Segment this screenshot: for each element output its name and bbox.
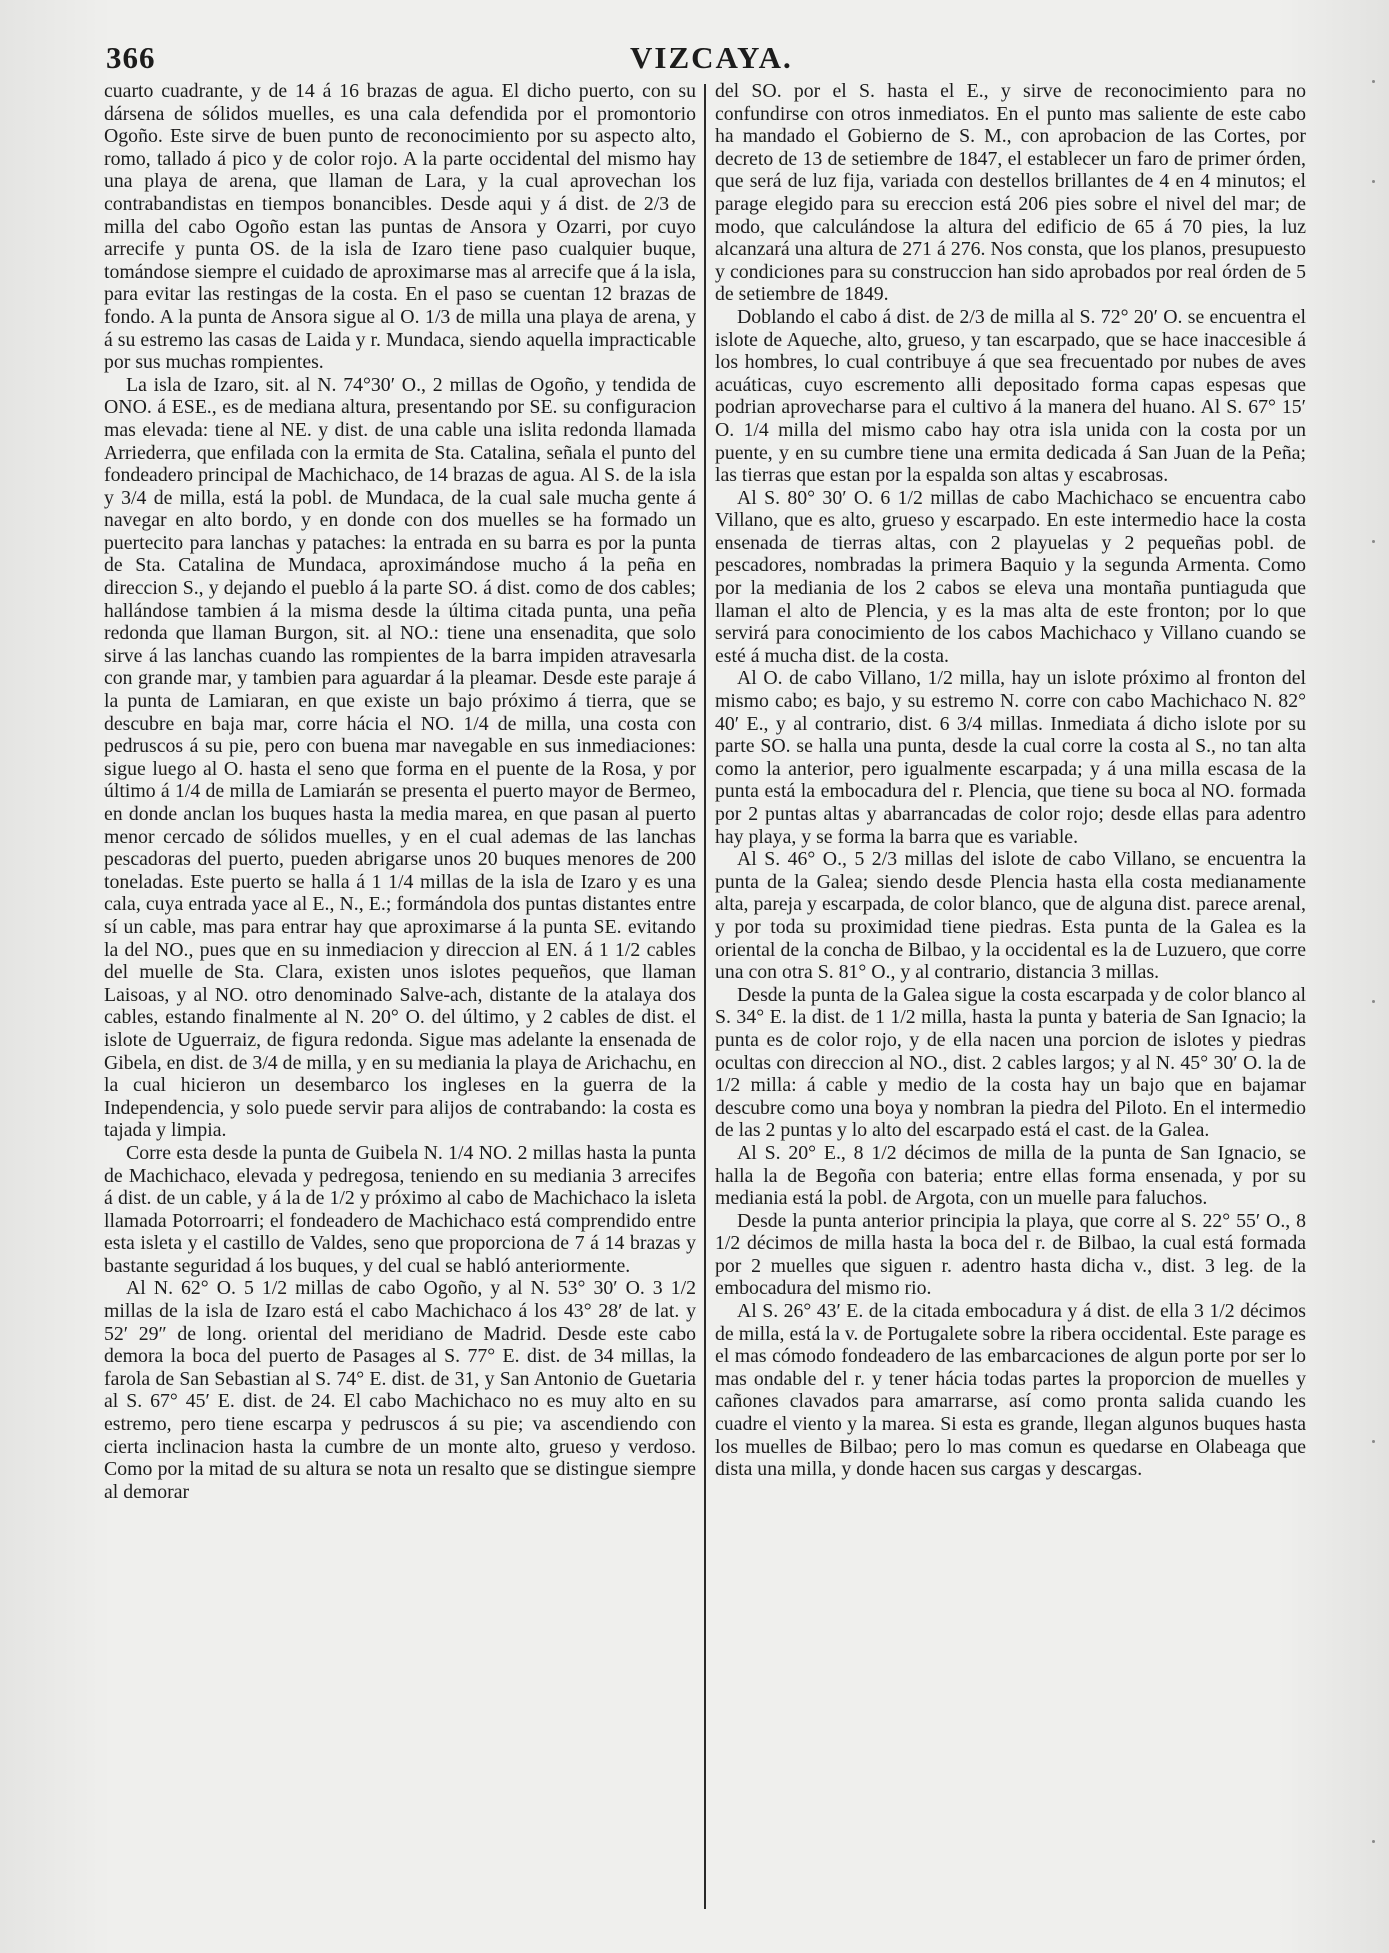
paragraph: Corre esta desde la punta de Guibela N. 1/4 NO. 2 millas hasta la punta de Machichaco, elevada y pedregosa, teniendo en su mediania 3 arrecifes á dist. de un cable, y á la de 1/2 y próximo al cabo de Machichaco la isleta llamada Potorroarri; el fondeadero de Machichaco está comprendido entre esta isleta y el castillo de Valdes, seno que proporciona de 7 á 14 brazas y bastante seguridad á los buques, y del cual se habló anteriormente. <box>104 1141 696 1277</box>
running-head <box>106 40 1306 76</box>
binding-dot <box>1372 180 1375 183</box>
column-divider <box>704 84 706 1909</box>
page-number: 366 <box>106 40 156 75</box>
paragraph: Al O. de cabo Villano, 1/2 milla, hay un islote próximo al fronton del mismo cabo; es bajo, y su estremo N. corre con cabo Machichaco N. 82° 40′ E., y al contrario, dist. 6 3/4 millas. Inmediata á dicho islote por su parte SO. se halla una punta, desde la cual corre la costa al S., no tan alta como la anterior, pero igualmente escarpada; y á una milla escasa de la punta está la embocadura del r. Plencia, que tiene su boca al NO. formada por 2 puntas altas y abarrancadas de color rojo; desde ellas para adentro hay playa, y se forma la barra que es variable. <box>715 667 1306 848</box>
binding-dot <box>1372 1440 1375 1443</box>
paragraph: Desde la punta anterior principia la playa, que corre al S. 22° 55′ O., 8 1/2 décimos de milla hasta la boca del r. de Bilbao, la cual está formada por 2 muelles que siguen r. adentro hasta dicha v., dist. 3 leg. de la embocadura del mismo rio. <box>715 1209 1306 1300</box>
right-column <box>715 80 1306 1915</box>
binding-dot <box>1372 1840 1375 1843</box>
paragraph: del SO. por el S. hasta el E., y sirve de reconocimiento para no confundirse con otros inmediatos. En el punto mas saliente de este cabo ha mandado el Gobierno de S. M., con aprobacion de las Cortes, por decreto de 13 de setiembre de 1847, el establecer un faro de primer órden, que será de luz fija, variada con destellos brillantes de 4 en 4 minutos; el parage elegido para su ereccion está 206 pies sobre el nivel del mar; de modo, que calculándose la altura del edificio de 65 á 70 pies, la luz alcanzará una altura de 271 á 276. Nos consta, que los planos, presupuesto y condiciones para su construccion han sido aprobados por real órden de 5 de setiembre de 1849. <box>715 80 1306 306</box>
paragraph: Al S. 26° 43′ E. de la citada embocadura y á dist. de ella 3 1/2 décimos de milla, está la v. de Portugalete sobre la ribera occidental. Este parage es el mas cómodo fondeadero de las embarcaciones de algun porte por ser lo mas ondable del r. y tener hácia todas partes la proporcion de muelles y cañones clavados para amarrarse, así como pronta salida cuando les cuadre el viento y la marea. Si esta es grande, llegan algunos buques hasta los muelles de Bilbao; pero lo mas comun es quedarse en Olabeaga que dista una milla, y donde hacen sus cargas y descargas. <box>715 1300 1306 1481</box>
paragraph: Doblando el cabo á dist. de 2/3 de milla al S. 72° 20′ O. se encuentra el islote de Aqueche, alto, grueso, y tan escarpado, que se hace inaccesible á los hombres, lo cual contribuye á que sea frecuentado por nubes de aves acuáticas, cuyo escremento alli depositado forma capas espesas que podrian aprovecharse para el cultivo á la manera del huano. Al S. 67° 15′ O. 1/4 milla del mismo cabo hay otra isla unida con la costa por un puente, y en su cumbre tiene una ermita dedicada á San Juan de la Peña; las tierras que estan por la espalda son altas y escabrosas. <box>715 305 1306 487</box>
binding-dot <box>1372 80 1375 83</box>
paragraph: Desde la punta de la Galea sigue la costa escarpada y de color blanco al S. 34° E. la dist. de 1 1/2 milla, hasta la punta y bateria de San Ignacio; la punta es de color rojo, y de ella nacen una porcion de islotes y piedras ocultas con direccion al NO., dist. 2 cables largos; y al N. 45° 30′ O. la de 1/2 milla: á cable y medio de la costa hay un bajo que en bajamar descubre como una boya y nombran la piedra del Piloto. En el intermedio de las 2 puntas y lo alto del escarpado está el cast. de la Galea. <box>715 983 1306 1142</box>
paragraph: La isla de Izaro, sit. al N. 74°30′ O., 2 millas de Ogoño, y tendida de ONO. á ESE., es de mediana altura, presentando por SE. su configuracion mas elevada: tiene al NE. y dist. de una cable una islita redonda llamada Arriederra, que enfilada con la ermita de Sta. Catalina, señala el punto del fondeadero principal de Machichaco, de 14 brazas de agua. Al S. de la isla y 3/4 de milla, está la pobl. de Mundaca, de la cual sale mucha gente á navegar en alto bordo, y en donde con dos muelles se ha formado un puertecito para lanchas y pataches: la entrada en su barra es por la punta de Sta. Catalina de Mundaca, aproximándose mucho á la peña en direccion S., y dejando el pueblo á la parte SO. á dist. como de dos cables; hallándose tambien á la misma desde la última citada punta, una peña redonda que llaman Burgon, sit. al NO.: tiene una ensenadita, que solo sirve á las lanchas cuando las rompientes de la barra impiden atravesarla con grande mar, y tambien para aguardar á la pleamar. Desde este paraje á la punta de Lamiaran, en que existe un bajo próximo á tierra, que se descubre en baja mar, corre hácia el NO. 1/4 de milla, una costa con pedruscos á su pie, pero con buena mar navegable en sus inmediaciones: sigue luego al O. hasta el seno que forma en el puente de la Rosa, y por último á 1/4 de milla de Lamiarán se presenta el puerto mayor de Bermeo, en donde anclan los buques hasta la media marea, en que pasan al puerto menor cercado de sólidos muelles, y en el cual ademas de las lanchas pescadoras del puerto, pueden abrigarse unos 20 buques menores de 200 toneladas. Este puerto se halla á 1 1/4 millas de la isla de Izaro y es una cala, cuya entrada yace al E., N., E.; formándola dos puntas distantes entre sí un cable, mas para entrar hay que aproximarse á la punta SE. evitando la del NO., pues que en su inmediacion y direccion al EN. á 1 1/2 cables del muelle de Sta. Clara, existen unos islotes pequeños, que llaman Laisoas, y al NO. otro denominado Salve-ach, distante de la atalaya dos cables, estando finalmente al N. 20° O. del último, y 2 cables de dist. el islote de Uguerraiz, de figura redonda. Sigue mas adelante la ensenada de Gibela, en dist. de 3/4 de milla, y en su mediania la playa de Arichachu, en la cual hicieron un desembarco los ingleses en la guerra de la Independencia, y solo puede servir para alijos de contrabando: la costa es tajada y limpia. <box>104 373 696 1142</box>
left-column <box>104 80 696 1915</box>
page-title: VIZCAYA. <box>630 40 793 75</box>
paragraph: Al S. 80° 30′ O. 6 1/2 millas de cabo Machichaco se encuentra cabo Villano, que es alto, grueso y escarpado. En este intermedio hace la costa ensenada de tierras altas, con 2 playuelas y 2 pequeñas pobl. de pescadores, nombradas la primera Baquio y la segunda Armenta. Como por la mediania de los 2 cabos se eleva una montaña puntiaguda que llaman el alto de Plencia, y es la mas alta de este fronton; por lo que servirá para conocimiento de los cabos Machichaco y Villano cuando se esté á mucha dist. de la costa. <box>715 486 1306 667</box>
paragraph: Al N. 62° O. 5 1/2 millas de cabo Ogoño, y al N. 53° 30′ O. 3 1/2 millas de la isla de Izaro está el cabo Machichaco á los 43° 28′ de lat. y 52′ 29″ de long. oriental del meridiano de Madrid. Desde este cabo demora la boca del puerto de Pasages al S. 77° E. dist. de 34 millas, la farola de San Sebastian al S. 74° E. dist. de 31, y San Antonio de Guetaria al S. 67° 45′ E. dist. de 24. El cabo Machichaco no es muy alto en su estremo, pero tiene escarpa y pedruscos á su pie; va ascendiendo con cierta inclinacion hasta la cumbre de un monte alto, grueso y verdoso. Como por la mitad de su altura se nota un resalto que se distingue siempre al demorar <box>104 1277 696 1503</box>
binding-dot <box>1372 1000 1375 1003</box>
paragraph: Al S. 46° O., 5 2/3 millas del islote de cabo Villano, se encuentra la punta de la Galea; siendo desde Plencia hasta ella costa medianamente alta, pareja y escarpada, de color blanco, que de alguna dist. parece arenal, y por toda su proximidad tiene piedras. Esta punta de la Galea es la oriental de la concha de Bilbao, y la occidental es la de Luzuero, que corre una con otra S. 81° O., y al contrario, distancia 3 millas. <box>715 848 1306 984</box>
paragraph: Al S. 20° E., 8 1/2 décimos de milla de la punta de San Ignacio, se halla la de Begoña con bateria; entre ellas forma ensenada, y por su mediania está la pobl. de Argota, con un muelle para faluchos. <box>715 1141 1306 1210</box>
binding-edge <box>1372 20 1376 1920</box>
binding-dot <box>1372 540 1375 543</box>
paragraph: cuarto cuadrante, y de 14 á 16 brazas de agua. El dicho puerto, con su dársena de sólidos muelles, es una cala defendida por el promontorio Ogoño. Este sirve de buen punto de reconocimiento por su aspecto alto, romo, tallado á pico y de color rojo. A la parte occidental del mismo hay una playa de arena, que llaman de Lara, y la cual aprovechan los contrabandistas en tiempos bonancibles. Desde aqui y á dist. de 2/3 de milla del cabo Ogoño estan las puntas de Ansora y Ozarri, por cuyo arrecife y punta OS. de la isla de Izaro tiene paso cualquier buque, tomándose siempre el cuidado de aproximarse mas al arrecife que á la isla, para evitar las restingas de la costa. En el paso se cuentan 12 brazas de fondo. A la punta de Ansora sigue al O. 1/3 de milla una playa de arena, y á su estremo las casas de Laida y r. Mundaca, siendo aquella impracticable por sus muchas rompientes. <box>104 80 696 374</box>
